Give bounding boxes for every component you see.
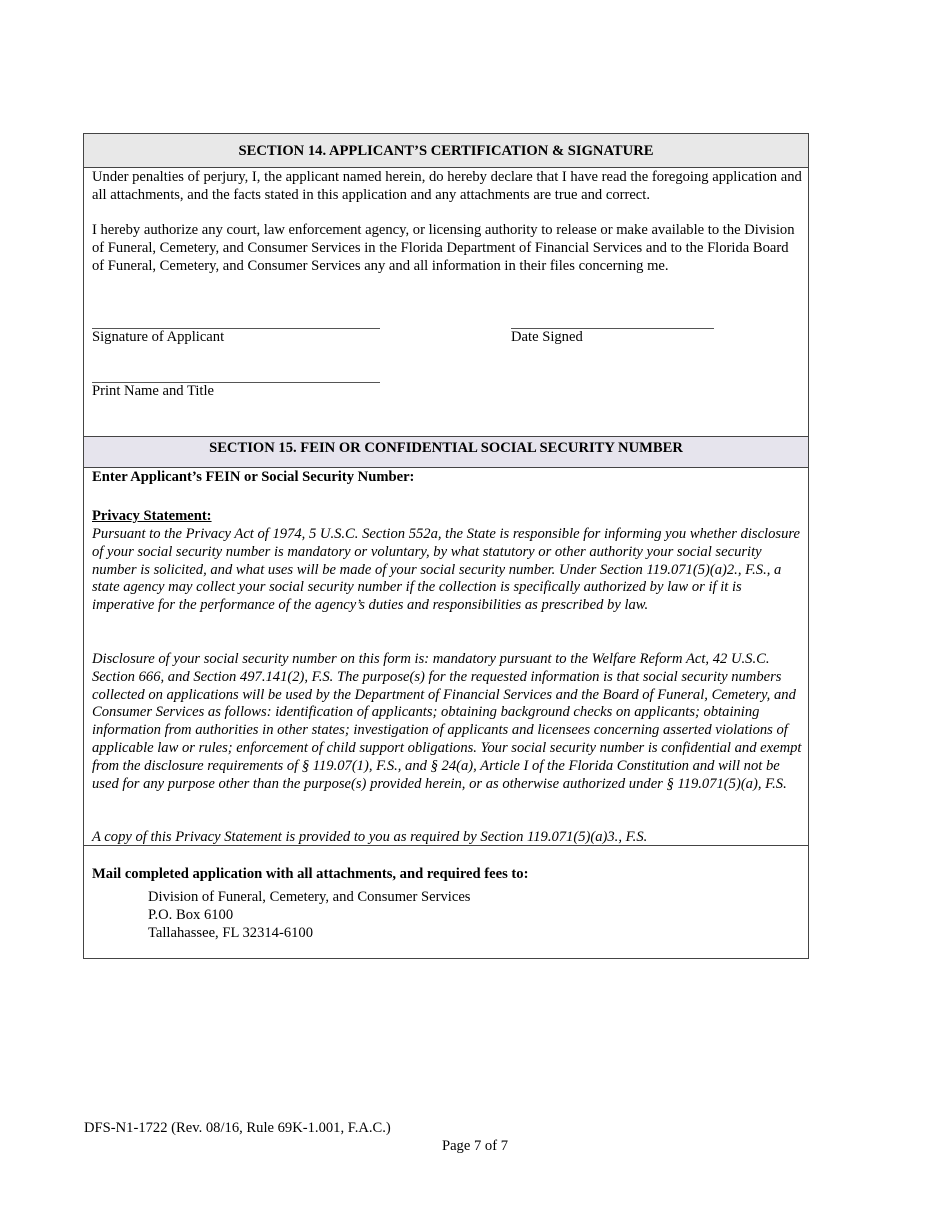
date-signed-label: Date Signed bbox=[511, 329, 583, 345]
divider bbox=[84, 845, 808, 846]
fein-prompt: Enter Applicant’s FEIN or Social Security Number: bbox=[92, 469, 415, 485]
mailing-instructions: Mail completed application with all attachments, and required fees to: bbox=[92, 866, 529, 882]
print-name-label: Print Name and Title bbox=[92, 383, 215, 399]
privacy-paragraph-3: A copy of this Privacy Statement is provided to you as required by Section 119.071(5)(a)3., F.S. bbox=[92, 829, 648, 845]
authorization-statement: I hereby authorize any court, law enforcement agency, or licensing authority to release or make available to the Division of Funeral, Cemetery, and Consumer Services in the Florida Department of Financial Services and to the Florida Board of Funeral, Cemetery, and Consumer Services any and all information in their files concerning me. bbox=[92, 222, 795, 274]
privacy-paragraph-2: Disclosure of your social security number on this form is: mandatory pursuant to the Welfare Reform Act, 42 U.S.C. Section 666, and Section 497.141(2), F.S. The purpose(s) for the requested information is that social security numbers collected on applications will be used by the Department of Financial Services and the Board of Funeral, Cemetery, and Consumer Services as follows: identification of applicants; obtaining background checks on applicants; obtaining information from authorities in other states; investigation of applicants and licensees concerning asserted violations of applicable law or rules; enforcement of child support obligations. Your social security number is confidential and exempt from the disclosure requirements of § 119.07(1), F.S., and § 24(a), Article I of the Florida Constitution and will not be used for any purpose other than the purpose(s) provided herein, or as otherwise authorized under § 119.071(5)(a), F.S. bbox=[92, 651, 802, 792]
perjury-declaration: Under penalties of perjury, I, the applicant named herein, do hereby declare that I have read the foregoing application and all attachments, and the facts stated in this application and any attachments are true and correct. bbox=[92, 169, 802, 203]
section-14-heading: SECTION 14. APPLICANT’S CERTIFICATION & SIGNATURE bbox=[84, 134, 808, 168]
privacy-statement-heading: Privacy Statement: bbox=[92, 508, 212, 524]
signature-label: Signature of Applicant bbox=[92, 329, 225, 345]
privacy-paragraph-1: Pursuant to the Privacy Act of 1974, 5 U.S.C. Section 552a, the State is responsible for informing you whether disclosure of your social security number is mandatory or voluntary, by what statutory or other authority your social security number is solicited, and what uses will be made of your social security number. Under Section 119.071(5)(a)2., F.S., a state agency may collect your social security number if the collection is specifically authorized by law or if it is imperative for the performance of the agency’s duties and responsibilities as prescribed by law. bbox=[92, 526, 800, 614]
application-form-section bbox=[83, 133, 809, 959]
page-number: Page 7 of 7 bbox=[441, 1138, 509, 1154]
address-line-3: Tallahassee, FL 32314-6100 bbox=[148, 925, 314, 941]
address-line-1: Division of Funeral, Cemetery, and Consumer Services bbox=[148, 889, 471, 905]
address-line-2: P.O. Box 6100 bbox=[148, 907, 234, 923]
section-15-heading: SECTION 15. FEIN OR CONFIDENTIAL SOCIAL SECURITY NUMBER bbox=[84, 436, 808, 468]
form-identifier: DFS-N1-1722 (Rev. 08/16, Rule 69K-1.001, F.A.C.) bbox=[84, 1120, 391, 1136]
